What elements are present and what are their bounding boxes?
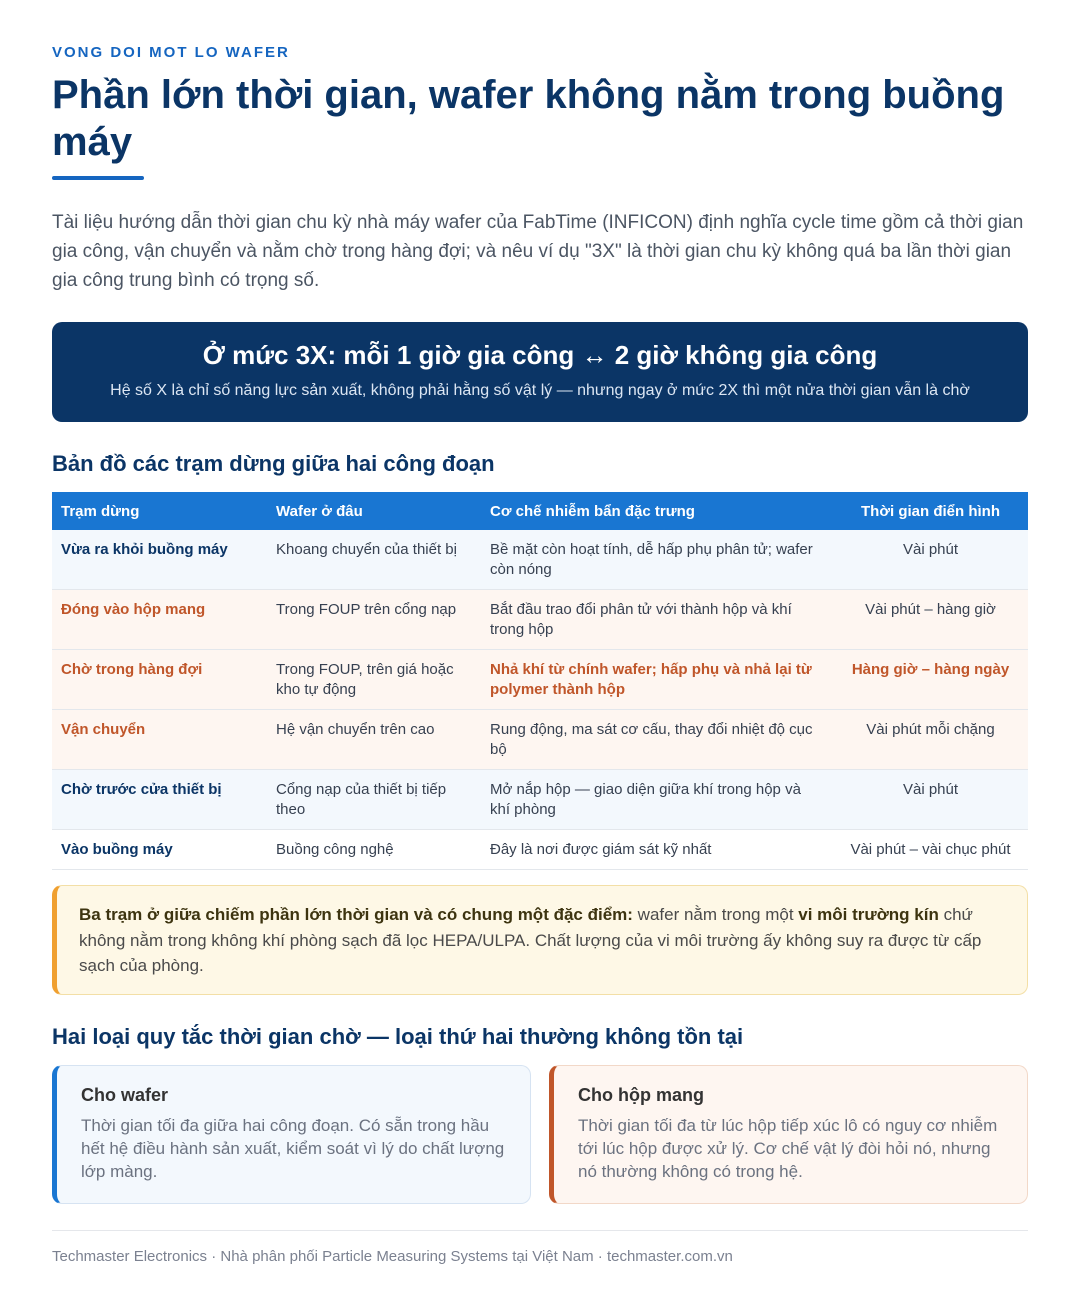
table-row <box>52 830 1028 870</box>
column-header: Wafer ở đâu <box>267 492 481 530</box>
banner-subtitle: Hệ số X là chỉ số năng lực sản xuất, không phải hằng số vật lý — nhưng ngay ở mức 2X thì một nửa thời gian vẫn là chờ <box>110 382 970 399</box>
table-header-row <box>52 492 1028 530</box>
contamination-mechanism: Bề mặt còn hoạt tính, dễ hấp phụ phân tử; wafer còn nóng <box>481 530 833 590</box>
stop-name: Chờ trước cửa thiết bị <box>52 770 267 830</box>
typical-duration: Vài phút mỗi chặng <box>833 710 1028 770</box>
banner-title: Ở mức 3X: mỗi 1 giờ gia công ↔ 2 giờ không gia công <box>202 340 878 370</box>
intro-paragraph: Tài liệu hướng dẫn thời gian chu kỳ nhà máy wafer của FabTime (INFICON) định nghĩa cycle time gồm cả thời gian gia công, vận chuyển và nằm chờ trong hàng đợi; và nêu ví dụ "3X" là thời gian chu kỳ không quá ba lần thời gian gia công trung bình có trọng số. <box>52 212 1024 291</box>
typical-duration: Hàng giờ – hàng ngày <box>833 650 1028 710</box>
stop-name: Vào buồng máy <box>52 830 267 870</box>
column-header: Thời gian điển hình <box>833 492 1028 530</box>
title-underline <box>52 176 144 180</box>
contamination-mechanism: Đây là nơi được giám sát kỹ nhất <box>481 830 833 870</box>
callout-note <box>52 885 1028 995</box>
note-emphasis: vi môi trường kín <box>798 905 939 924</box>
wafer-location: Buồng công nghệ <box>267 830 481 870</box>
typical-duration: Vài phút <box>833 770 1028 830</box>
table-row <box>52 770 1028 830</box>
note-lead: Ba trạm ở giữa chiếm phần lớn thời gian và có chung một đặc điểm: <box>79 905 633 924</box>
stop-name: Chờ trong hàng đợi <box>52 650 267 710</box>
stop-name: Vận chuyển <box>52 710 267 770</box>
column-header: Trạm dừng <box>52 492 267 530</box>
table-row <box>52 590 1028 650</box>
section-heading-wait-rules: Hai loại quy tắc thời gian chờ — loại thứ hai thường không tồn tại <box>52 1024 744 1049</box>
eyebrow: VONG DOI MOT LO WAFER <box>52 44 290 61</box>
typical-duration: Vài phút <box>833 530 1028 590</box>
contamination-mechanism: Bắt đầu trao đổi phân tử với thành hộp và khí trong hộp <box>481 590 833 650</box>
carrier-rule-card <box>549 1065 1028 1204</box>
page-title: Phần lớn thời gian, wafer không nằm trong buồng máy <box>52 73 1005 164</box>
wafer-location: Khoang chuyển của thiết bị <box>267 530 481 590</box>
card-text: Thời gian tối đa từ lúc hộp tiếp xúc lô có nguy cơ nhiễm tới lúc hộp được xử lý. Cơ chế vật lý đòi hỏi nó, nhưng nó thường không có trong hệ. <box>578 1116 998 1181</box>
contamination-mechanism: Mở nắp hộp — giao diện giữa khí trong hộp và khí phòng <box>481 770 833 830</box>
note-text: chứ không nằm trong không khí phòng sạch đã lọc HEPA/ULPA. Chất lượng của vi môi trường ấy không suy ra được từ cấp sạch của phòng. <box>79 905 982 975</box>
note-text: wafer nằm trong một <box>632 905 799 924</box>
footer: Techmaster Electronics · Nhà phân phối Particle Measuring Systems tại Việt Nam · techmaster.com.vn <box>52 1248 733 1265</box>
table-row <box>52 710 1028 770</box>
table-row <box>52 650 1028 710</box>
typical-duration: Vài phút – hàng giờ <box>833 590 1028 650</box>
stop-name: Đóng vào hộp mang <box>52 590 267 650</box>
wafer-location: Hệ vận chuyển trên cao <box>267 710 481 770</box>
footer-divider <box>52 1230 1028 1231</box>
card-title: Cho wafer <box>81 1085 169 1105</box>
wafer-location: Trong FOUP, trên giá hoặc kho tự động <box>267 650 481 710</box>
stops-table <box>52 492 1028 870</box>
highlight-banner <box>52 322 1028 422</box>
wafer-location: Cổng nạp của thiết bị tiếp theo <box>267 770 481 830</box>
section-heading-stops: Bản đồ các trạm dừng giữa hai công đoạn <box>52 451 495 476</box>
contamination-mechanism: Nhả khí từ chính wafer; hấp phụ và nhả lại từ polymer thành hộp <box>481 650 833 710</box>
wafer-rule-card <box>52 1065 531 1204</box>
wafer-location: Trong FOUP trên cổng nạp <box>267 590 481 650</box>
card-text: Thời gian tối đa giữa hai công đoạn. Có sẵn trong hầu hết hệ điều hành sản xuất, kiểm soát vì lý do chất lượng lớp màng. <box>81 1116 505 1181</box>
table-row <box>52 530 1028 590</box>
stop-name: Vừa ra khỏi buồng máy <box>52 530 267 590</box>
contamination-mechanism: Rung động, ma sát cơ cấu, thay đổi nhiệt độ cục bộ <box>481 710 833 770</box>
column-header: Cơ chế nhiễm bẩn đặc trưng <box>481 492 833 530</box>
typical-duration: Vài phút – vài chục phút <box>833 830 1028 870</box>
card-title: Cho hộp mang <box>578 1085 704 1105</box>
